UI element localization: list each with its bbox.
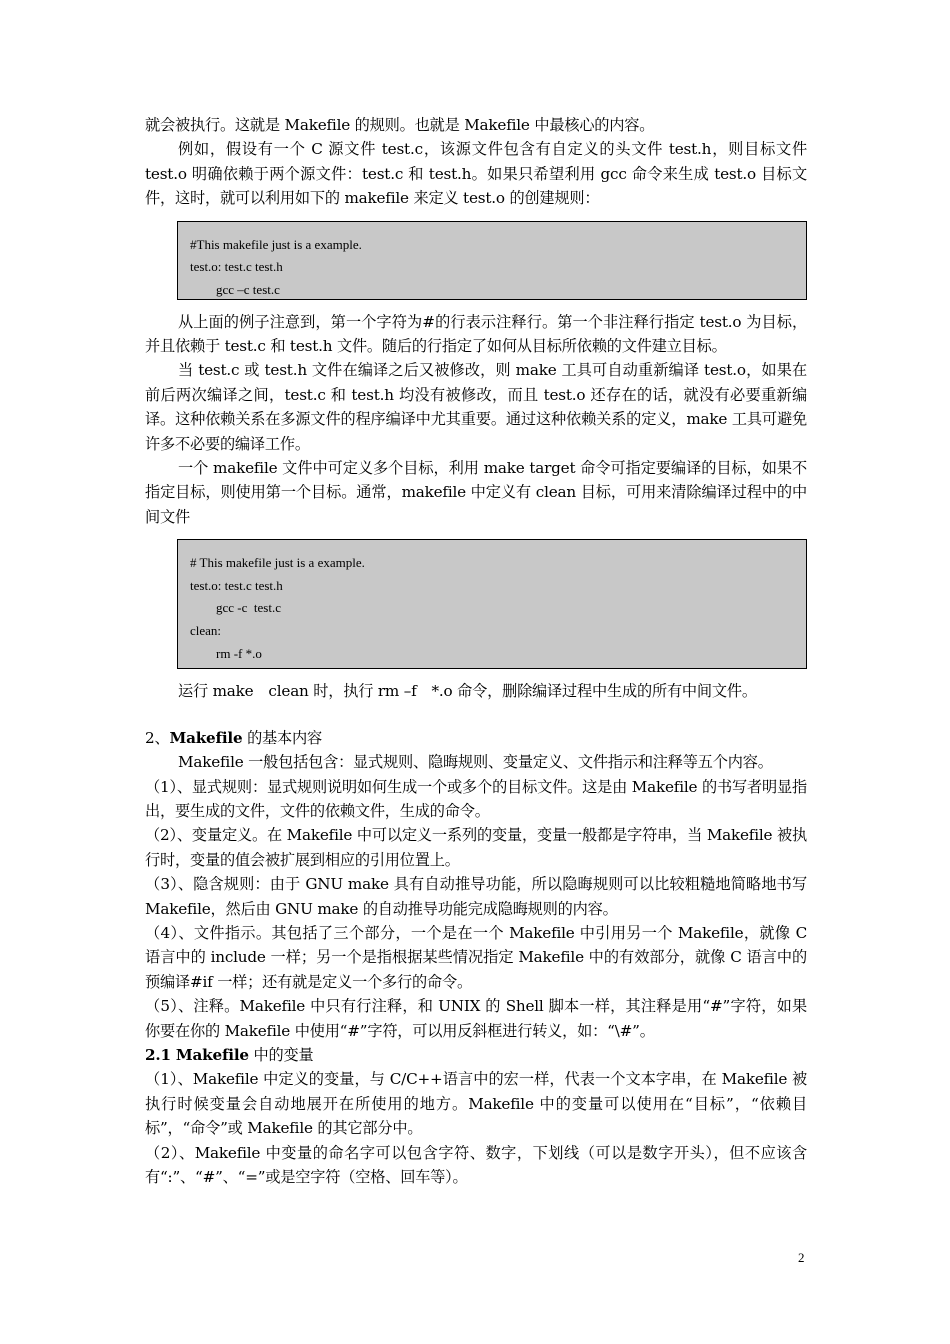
code-line: test.o: test.c test.h (190, 577, 283, 593)
list-item: （2）、变量定义。在 Makefile 中可以定义一系列的变量，变量一般都是字符串，当 Makefile 被执行时，变量的值会被扩展到相应的引用位置上。 (145, 826, 807, 869)
heading-text: 的基本内容 (242, 728, 323, 747)
section-heading-2-1 (145, 1043, 807, 1067)
heading-bold: 2.1 Makefile (145, 1045, 249, 1064)
paragraph: 从上面的例子注意到，第一个字符为#的行表示注释行。第一个非注释行指定 test.o 为目标，并且依赖于 test.c 和 test.h 文件。随后的行指定了如何从目标所依赖的文件建立目标。 (145, 312, 807, 356)
heading-number: 2、 (145, 728, 170, 747)
paragraph: 运行 make clean 时，执行 rm –f *.o 命令，删除编译过程中生成的所有中间文件。 (178, 682, 757, 701)
code-line: gcc -c test.c (190, 600, 281, 616)
page-body (145, 113, 807, 1189)
code-line: clean: (190, 623, 222, 639)
code-line: gcc –c test.c (190, 281, 280, 297)
page-number: 2 (798, 1250, 805, 1265)
code-line: test.o: test.c test.h (190, 259, 283, 275)
list-item: （4）、文件指示。其包括了三个部分，一个是在一个 Makefile 中引用另一个 Makefile，就像 C 语言中的 include 一样；另一个是指根据某些情况指定 Makefile 中的有效部分，就像 C 语言中的预编译#if 一样；还有就是定义一个多行的命令。 (145, 923, 807, 991)
list-item: （3）、隐含规则：由于 GNU make 具有自动推导功能，所以隐晦规则可以比较粗糙地简略地书写 Makefile，然后由 GNU make 的自动推导功能完成隐晦规则的内容。 (145, 875, 807, 918)
list-item: （5）、注释。Makefile 中只有行注释，和 UNIX 的 Shell 脚本一样，其注释是用“#”字符，如果你要在你的 Makefile 中使用“#”字符，可以用反斜框进行转义，如：“\#”。 (145, 997, 807, 1040)
heading-bold: Makefile (169, 728, 243, 747)
section-heading-2 (145, 726, 807, 750)
code-line: rm -f *.o (190, 645, 262, 661)
code-block-1 (177, 221, 807, 300)
paragraph: 当 test.c 或 test.h 文件在编译之后又被修改，则 make 工具可自动重新编译 test.o，如果在前后两次编译之间，test.c 和 test.h 均没有被修改，而且 test.o 还存在的话，就没有必要重新编译。这种依赖关系在多源文件的程序编译中尤其重要。通过这种依赖关系的定义，make 工具可避免许多不必要的编译工作。 (145, 361, 807, 453)
paragraph: 一个 makefile 文件中可定义多个目标，利用 make target 命令可指定要编译的目标，如果不指定目标，则使用第一个目标。通常，makefile 中定义有 clean 目标，可用来清除编译过程中的中间文件 (145, 459, 807, 526)
code-line: #This makefile just is a example. (190, 236, 362, 252)
list-item: （1）、Makefile 中定义的变量，与 C/C++语言中的宏一样，代表一个文本字串，在 Makefile 被执行时候变量会自动地展开在所使用的地方。Makefile 中的变量可以使用在“目标”，“依赖目标”，“命令”或 Makefile 的其它部分中。 (145, 1070, 807, 1138)
list-item: （1）、显式规则：显式规则说明如何生成一个或多个的目标文件。这是由 Makefile 的书写者明显指出，要生成的文件，文件的依赖文件，生成的命令。 (145, 777, 807, 820)
code-block-2 (177, 539, 807, 669)
spacer (145, 704, 807, 726)
code-line: # This makefile just is a example. (190, 555, 365, 571)
heading-text: 中的变量 (248, 1045, 314, 1064)
paragraph: 就会被执行。这就是 Makefile 的规则。也就是 Makefile 中最核心的内容。 (145, 116, 655, 134)
paragraph: 例如，假设有一个 C 源文件 test.c，该源文件包含有自定义的头文件 test.h，则目标文件 test.o 明确依赖于两个源文件：test.c 和 test.h。如果只希望利用 gcc 命令来生成 test.o 目标文件，这时，就可以利用如下的 makefile 来定义 test.o 的创建规则： (145, 140, 807, 208)
list-item: （2）、Makefile 中变量的命名字可以包含字符、数字，下划线（可以是数字开头），但不应该含有“:”、“#”、“=”或是空字符（空格、回车等）。 (145, 1143, 807, 1186)
paragraph: Makefile 一般包括包含：显式规则、隐晦规则、变量定义、文件指示和注释等五个内容。 (178, 753, 773, 772)
